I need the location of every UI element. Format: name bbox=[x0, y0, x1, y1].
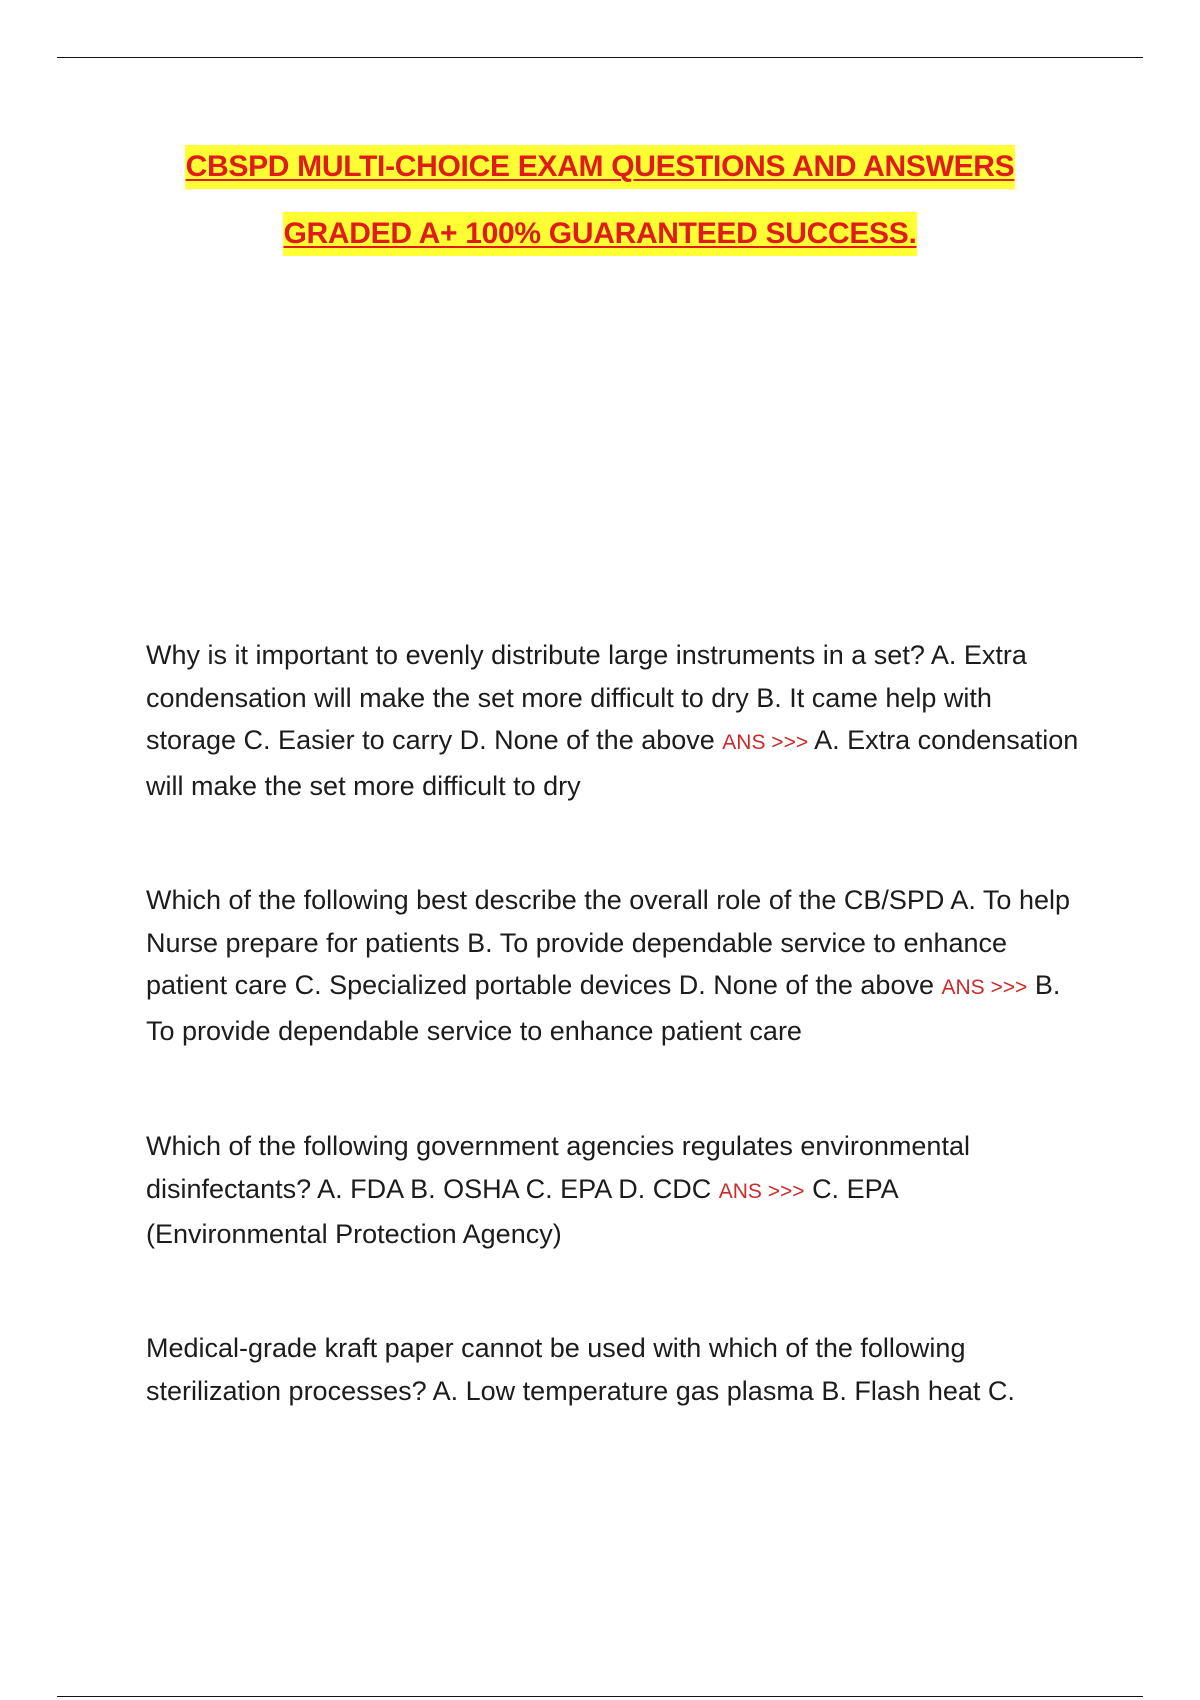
question-block-3 bbox=[146, 1125, 1086, 1256]
question-block-1 bbox=[146, 634, 1086, 807]
question-text: Which of the following government agencies regulates environmental disinfectants? A. FDA B. OSHA C. EPA D. CDC bbox=[146, 1131, 970, 1204]
answer-text: C. EPA (Environmental Protection Agency) bbox=[146, 1173, 898, 1249]
answer-marker: ANS >>> bbox=[941, 976, 1028, 999]
bottom-rule bbox=[57, 1696, 1143, 1697]
answer-marker: ANS >>> bbox=[718, 1179, 805, 1203]
question-text: Which of the following best describe the overall role of the CB/SPD A. To help Nurse prepare for patients B. To provide dependable service to enhance patient care C. Specialized portable devices D. None of the above bbox=[146, 885, 1070, 1000]
answer-text: B. To provide dependable service to enhance patient care bbox=[146, 970, 1061, 1046]
question-text: Why is it important to evenly distribute large instruments in a set? A. Extra condensation will make the set more difficult to dry B. It came help with storage C. Easier to carry D. None of the above bbox=[146, 640, 1027, 755]
title-line-2: GRADED A+ 100% GUARANTEED SUCCESS. bbox=[283, 212, 918, 256]
answer-text: A. Extra condensation will make the set more difficult to dry bbox=[146, 725, 1079, 801]
title-line-1: CBSPD MULTI-CHOICE EXAM QUESTIONS AND ANSWERS bbox=[185, 145, 1016, 189]
top-rule bbox=[57, 57, 1143, 58]
question-text: Medical-grade kraft paper cannot be used with which of the following sterilization processes? A. Low temperature gas plasma B. Flash heat C. bbox=[146, 1333, 1015, 1406]
answer-marker: ANS >>> bbox=[722, 731, 809, 754]
document-title bbox=[0, 145, 1200, 279]
question-block-4 bbox=[146, 1327, 1086, 1412]
question-block-2 bbox=[146, 879, 1086, 1052]
